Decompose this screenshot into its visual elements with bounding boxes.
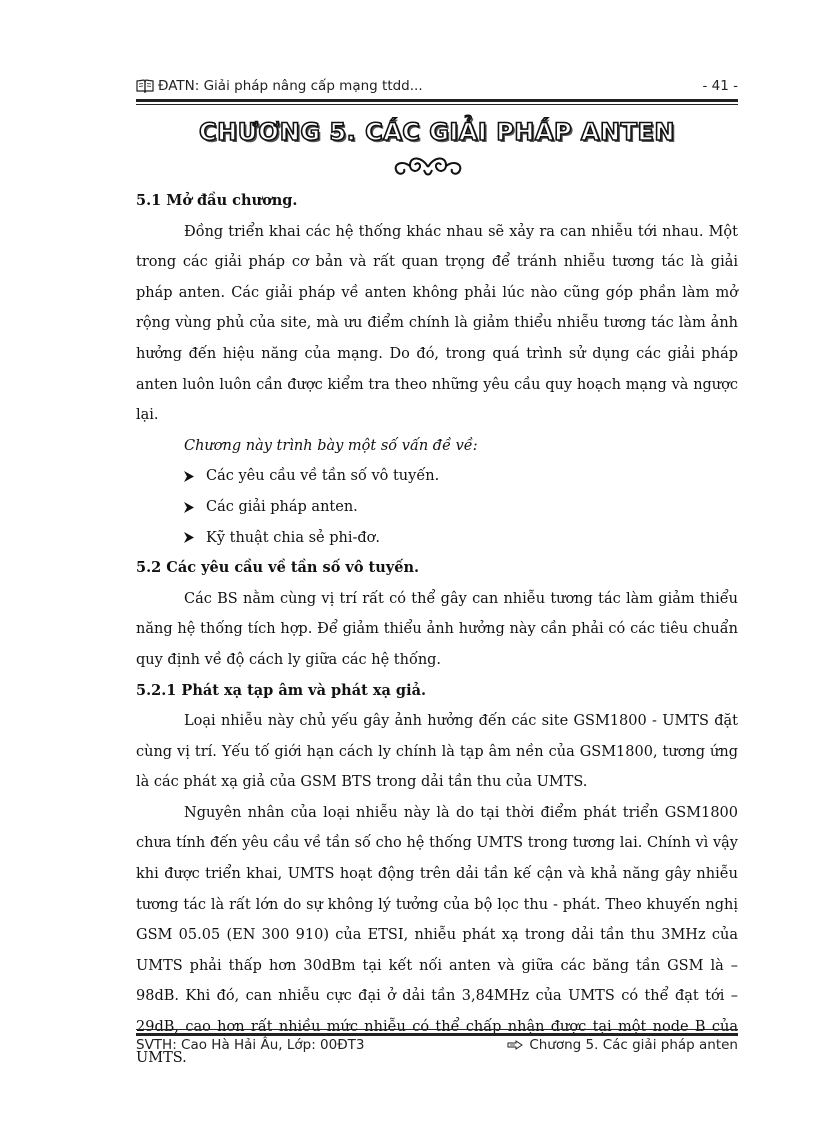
page-header	[136, 76, 738, 98]
pointing-hand-icon	[507, 1040, 523, 1050]
subsection-heading: 5.2.1 Phát xạ tạp âm và phát xạ giả.	[136, 681, 427, 699]
list-item-text: Các yêu cầu về tần số vô tuyến.	[206, 468, 440, 485]
arrow-bullet-icon	[184, 471, 194, 482]
ornament-icon	[388, 154, 468, 180]
footer-chapter-text: Chương 5. Các giải pháp anten	[529, 1037, 738, 1053]
chapter-title: CHƯƠNG 5. CÁC GIẢI PHÁP ANTEN	[199, 118, 675, 146]
paragraph: Nguyên nhân của loại nhiễu này là do tại thời điểm phát triển GSM1800 chưa tính đến yêu cầu về tần số cho hệ thống UMTS trong tương lai. Chính vì vậy khi được triển khai, UMTS hoạt động trên dải tần kế cận và khả năng gây nhiễu tương tác là rất lớn do sự không lý tưởng của bộ lọc thu - phát. Theo khuyến nghị GSM 05.05 (EN 300 910) của ETSI, nhiễu phát xạ trong dải tần thu 3MHz của UMTS phải thấp hơn 30dBm tại kết nối anten và giữa các băng tần GSM là –98dB. Khi đó, can nhiễu cực đại ở dải tần 3,84MHz của UMTS có thể đạt tới –29dB, cao hơn rất nhiều mức nhiễu có thể chấp nhận được tại một node B của UMTS.	[136, 804, 738, 1066]
intro-line: Chương này trình bày một số vấn đề về:	[184, 437, 478, 454]
header-left	[136, 78, 423, 94]
header-page-number: - 41 -	[702, 78, 738, 94]
header-rule-thick	[136, 99, 738, 102]
bullet-list	[136, 461, 738, 553]
arrow-bullet-icon	[184, 502, 194, 513]
section-heading: 5.1 Mở đầu chương.	[136, 192, 298, 209]
arrow-bullet-icon	[184, 532, 194, 543]
footer-author: SVTH: Cao Hà Hải Âu, Lớp: 00ĐT3	[136, 1037, 365, 1053]
list-item	[184, 492, 738, 523]
list-item-text: Kỹ thuật chia sẻ phi-đơ.	[206, 529, 380, 546]
list-item	[184, 461, 738, 492]
list-item-text: Các giải pháp anten.	[206, 498, 358, 515]
list-item	[184, 523, 738, 554]
footer-chapter	[507, 1037, 738, 1053]
paragraph: Loại nhiễu này chủ yếu gây ảnh hưởng đến các site GSM1800 - UMTS đặt cùng vị trí. Yếu tố giới hạn cách ly chính là tạp âm nền của GSM1800, tương ứng là các phát xạ giả của GSM BTS trong dải tần thu của UMTS.	[136, 713, 738, 791]
book-icon	[136, 79, 154, 93]
header-title: ĐATN: Giải pháp nâng cấp mạng ttdd...	[158, 78, 423, 94]
footer-rule-thin	[136, 1029, 738, 1030]
paragraph: Đồng triển khai các hệ thống khác nhau sẽ xảy ra can nhiễu tới nhau. Một trong các giải pháp cơ bản và rất quan trọng để tránh nhiễu tương tác là giải pháp anten. Các giải pháp về anten không phải lúc nào cũng góp phần làm mở rộng vùng phủ của site, mà ưu điểm chính là giảm thiểu nhiễu tương tác làm ảnh hưởng đến hiệu năng của mạng. Do đó, trong quá trình sử dụng các giải pháp anten luôn luôn cần được kiểm tra theo những yêu cầu quy hoạch mạng và ngược lại.	[136, 223, 738, 424]
paragraph: Các BS nằm cùng vị trí rất có thể gây can nhiễu tương tác làm giảm thiểu năng hệ thống tích hợp. Để giảm thiểu ảnh hưởng này cần phải có các tiêu chuẩn quy định về độ cách ly giữa các hệ thống.	[136, 590, 738, 668]
page-footer	[136, 1037, 738, 1057]
section-heading: 5.2 Các yêu cầu về tần số vô tuyến.	[136, 559, 420, 577]
footer-rule-thick	[136, 1033, 738, 1036]
header-rule-thin	[136, 104, 738, 105]
document-body	[136, 186, 738, 1073]
